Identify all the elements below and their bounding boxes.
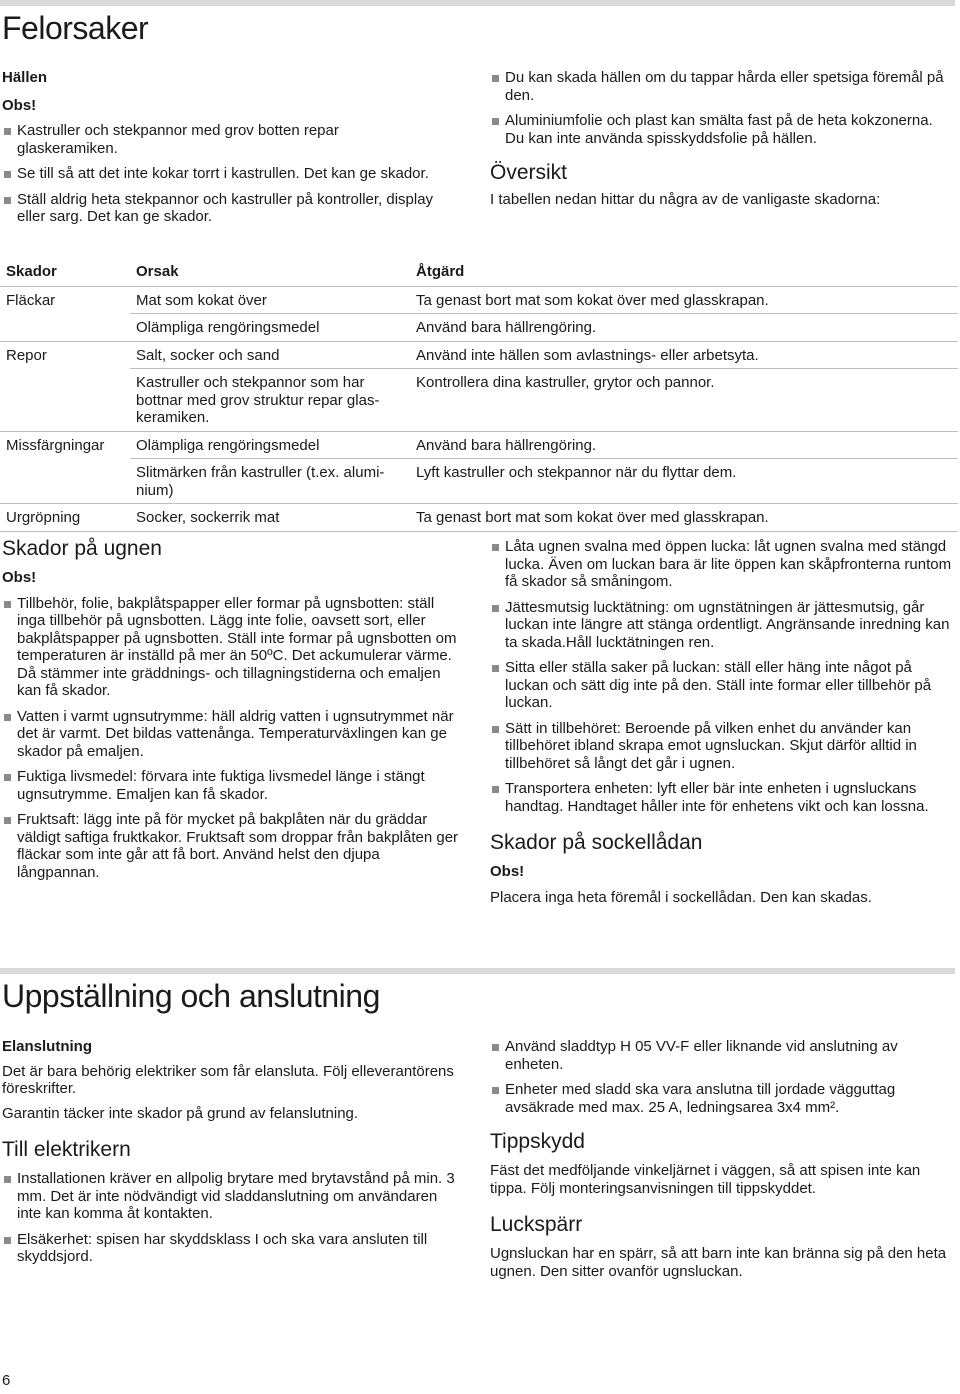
list-item: Fuktiga livsmedel: förvara inte fuktiga livsmedel länge i stängt ugnsutrymme. Emaljen kan få skador. <box>2 768 462 803</box>
page-number: 6 <box>2 1372 11 1389</box>
bullet-icon <box>4 774 11 781</box>
tippskydd-text: Fäst det medföljande vinkeljärnet i väggen, så att spisen inte kan tippa. Följ monteringsanvisningen till tippskyddet. <box>490 1162 921 1197</box>
list-item: Vatten i varmt ugnsutrymme: häll aldrig vatten i ugnsutrymmet när det är varmt. Det bildas vattenånga. Temperaturväxlingen kan ge skador på emaljen. <box>2 708 462 761</box>
bullet-icon <box>4 817 11 824</box>
ugnen-right <box>490 538 952 906</box>
ugnen-left <box>2 537 462 889</box>
list-item: Transportera enheten: lyft eller bär inte enheten i ugnsluckans handtag. Handtaget håller inte för enhetens vikt och kan lossna. <box>490 780 952 815</box>
list-item: Jättesmutsig lucktätning: om ugnstätningen är jättesmutsig, går luckan inte längre att stänga ordentligt. Angränsande inredning kan ta skada.Håll lucktätningen ren. <box>490 599 952 652</box>
sockel-obs: Obs! <box>490 863 525 880</box>
lockspar-heading: Luckspärr <box>490 1213 583 1236</box>
list-item: Kastruller och stekpannor med grov botten repar glaskeramiken. <box>2 122 440 157</box>
bullet-icon <box>4 601 11 608</box>
bullet-icon <box>4 1176 11 1183</box>
hallen-heading: Hällen <box>2 69 48 86</box>
section-rule <box>0 968 955 974</box>
table-row: Kastruller och stekpannor som har bottnar med grov struktur repar glaskeramiken. Kontrollera dina kastruller, grytor och pannor. <box>0 369 958 432</box>
list-item: Sitta eller ställa saker på luckan: ställ eller häng inte något på luckan och sätt dig inte på den. Ställ inte formar eller tillbehör på luckan. <box>490 659 952 712</box>
sockel-text: Placera inga heta föremål i sockellådan. Den kan skadas. <box>490 888 872 906</box>
list-item: Tillbehör, folie, bakplåtspapper eller formar på ugnsbotten: ställ inga tillbehör på ugnsbotten. Lägg inte folie, oavsett sort, eller bakplåtspapper på ugnsbotten. Ställ inte formar på ugnsbotten om temperaturen är inställd på mer än 50ºC. Det ackumulerar värme. Då stämmer inte gräddnings- och tillagningstiderna och emaljen kan få skador. <box>2 595 462 700</box>
damage-table <box>0 258 958 532</box>
header-skador: Skador <box>6 263 57 280</box>
page-title: Felorsaker <box>2 10 149 46</box>
header-orsak: Orsak <box>136 263 179 280</box>
table-header <box>0 258 958 286</box>
bullet-icon <box>492 786 499 793</box>
bullet-icon <box>4 171 11 178</box>
table-row: Olämpliga rengöringsmedel Använd bara hällrengöring. <box>0 314 958 342</box>
bullet-icon <box>492 665 499 672</box>
hallen-left <box>2 69 440 234</box>
tippskydd-heading: Tippskydd <box>490 1130 585 1153</box>
bullet-icon <box>492 1044 499 1051</box>
elektrikern-heading: Till elektrikern <box>2 1138 131 1161</box>
bullet-icon <box>4 128 11 135</box>
hallen-obs: Obs! <box>2 96 37 114</box>
elanslutning-p1: Det är bara behörig elektriker som får elansluta. Följ elleverantörens föreskrifter. <box>2 1062 454 1097</box>
list-item: Sätt in tillbehöret: Beroende på vilken enhet du använder kan tillbehöret ibland skrapa emot ugnsluckan. Skjut därför alltid in tillbehöret så långt det går i ugnen. <box>490 720 952 773</box>
list-item: Se till så att det inte kokar torrt i kastrullen. Det kan ge skador. <box>2 165 440 183</box>
ugnen-obs: Obs! <box>2 569 37 586</box>
list-item: Installationen kräver en allpolig brytare med brytavstånd på min. 3 mm. Det är inte nödvändigt vid sladdanslutning om användaren inte kan komma åt kontakten. <box>2 1170 462 1223</box>
list-item: Fruktsaft: lägg inte på för mycket på bakplåten när du gräddar väldigt saftiga fruktkakor. Fruktsaft som droppar från bakplåten ger fläckar som inte går att få bort. Använd helst den djupa långpannan. <box>2 811 462 881</box>
list-item: Du kan skada hällen om du tappar hårda eller spetsiga föremål på den. <box>490 69 950 104</box>
bullet-icon <box>4 197 11 204</box>
oversikt-text: I tabellen nedan hittar du några av de vanligaste skadorna: <box>490 191 881 208</box>
list-item: Ställ aldrig heta stekpannor och kastruller på kontroller, display eller sarg. Det kan ge skador. <box>2 191 440 226</box>
list-item: Aluminiumfolie och plast kan smälta fast på de heta kokzonerna. Du kan inte använda spisskyddsfolie på hällen. <box>490 112 950 147</box>
sockel-heading: Skador på sockellådan <box>490 831 703 854</box>
ugnen-heading: Skador på ugnen <box>2 537 162 560</box>
header-atgard: Åtgärd <box>416 263 465 280</box>
bullet-icon <box>492 75 499 82</box>
list-item: Låta ugnen svalna med öppen lucka: låt ugnen svalna med stängd lucka. Även om luckan bara är lite öppen kan skåpfronterna runtom få skador så småningom. <box>490 538 952 591</box>
table-row: Slitmärken från kastruller (t.ex. aluminium) Lyft kastruller och stekpannor när du flyttar dem. <box>0 459 958 504</box>
bullet-icon <box>492 726 499 733</box>
table-row: Fläckar Mat som kokat över Ta genast bort mat som kokat över med glasskrapan. <box>0 286 958 314</box>
bullet-icon <box>492 544 499 551</box>
top-rule <box>0 0 955 6</box>
oversikt-heading: Översikt <box>490 161 568 184</box>
bullet-icon <box>4 714 11 721</box>
elanslutning-p2: Garantin täcker inte skador på grund av felanslutning. <box>2 1104 359 1122</box>
elanslutning-heading: Elanslutning <box>2 1038 92 1055</box>
list-item: Elsäkerhet: spisen har skyddsklass I och ska vara ansluten till skyddsjord. <box>2 1231 462 1266</box>
section-title: Uppställning och anslutning <box>2 978 380 1014</box>
bullet-icon <box>4 1237 11 1244</box>
list-item: Enheter med sladd ska vara anslutna till jordade vägguttag avsäkrade med max. 25 A, ledningsarea 3x4 mm². <box>490 1081 952 1116</box>
bullet-icon <box>492 118 499 125</box>
anslutning-left <box>2 1038 462 1274</box>
table-row: Urgröpning Socker, sockerrik mat Ta genast bort mat som kokat över med glasskrapan. <box>0 504 958 532</box>
lockspar-text: Ugnsluckan har en spärr, så att barn inte kan bränna sig på den heta ugnen. Den sitter ovanför ugnsluckan. <box>490 1245 947 1280</box>
table-row: Repor Salt, socker och sand Använd inte hällen som avlastnings- eller arbetsyta. <box>0 341 958 369</box>
table-row: Missfärgningar Olämpliga rengöringsmedel Använd bara hällrengöring. <box>0 431 958 459</box>
bullet-icon <box>492 605 499 612</box>
anslutning-right <box>490 1038 952 1280</box>
hallen-right <box>490 69 950 209</box>
bullet-icon <box>492 1087 499 1094</box>
list-item: Använd sladdtyp H 05 VV-F eller liknande vid anslutning av enheten. <box>490 1038 952 1073</box>
